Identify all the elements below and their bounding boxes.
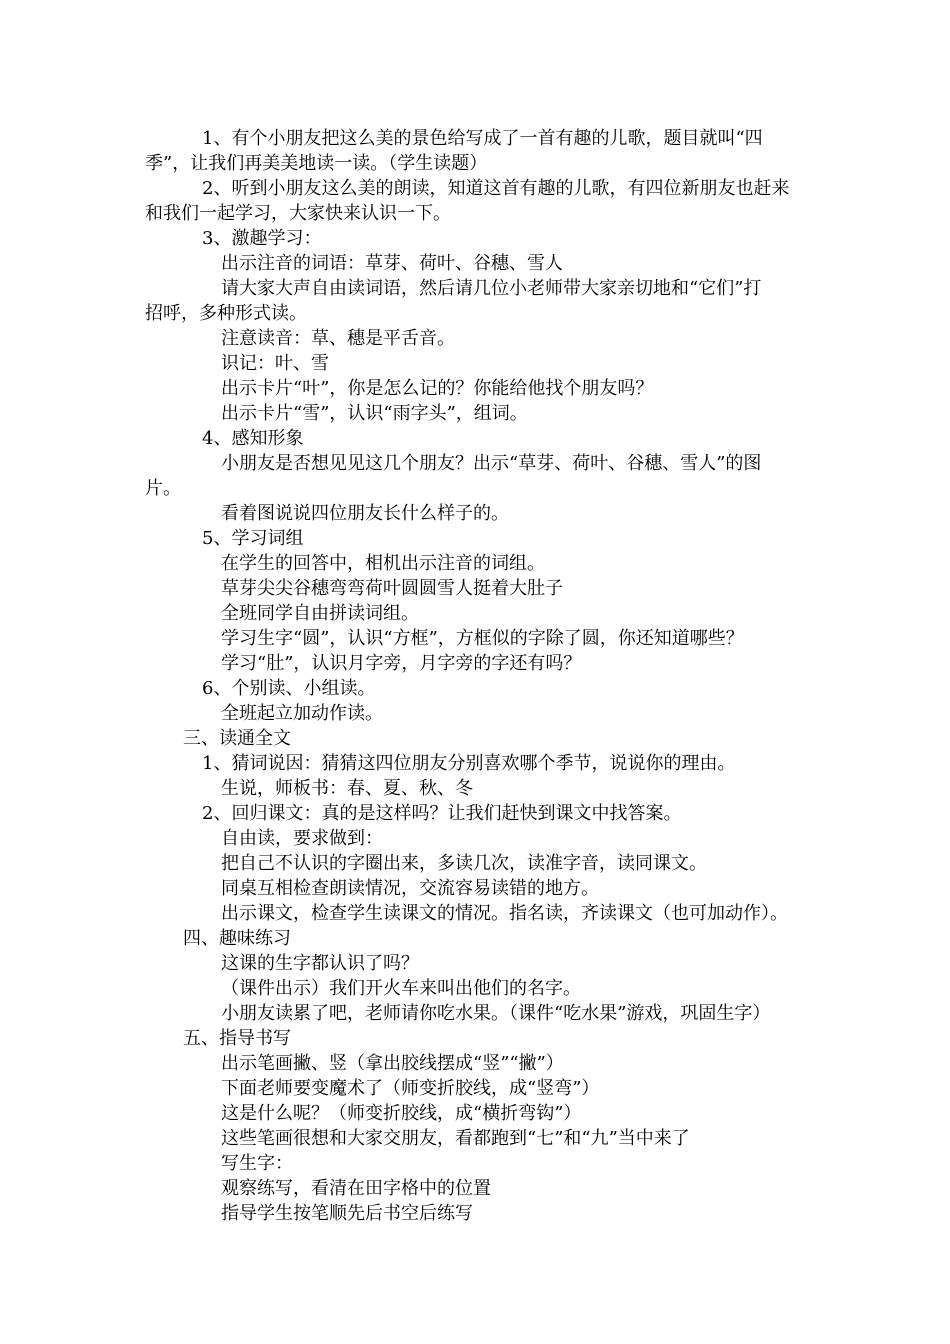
text-line: 这课的生字都认识了吗？: [221, 953, 419, 974]
text-line: 指导学生按笔顺先后书空后练写: [221, 1203, 473, 1224]
text-line: 片。: [145, 478, 181, 499]
text-line: 4、感知形象: [202, 428, 304, 449]
text-line: 这些笔画很想和大家交朋友，看都跑到“七”和“九”当中来了: [221, 1128, 690, 1149]
text-line: 2、听到小朋友这么美的朗读，知道这首有趣的儿歌，有四位新朋友也赶来: [202, 178, 790, 199]
text-line: 生说，师板书：春、夏、秋、冬: [221, 778, 473, 799]
text-line: 把自己不认识的字圈出来，多读几次，读准字音，读同课文。: [221, 853, 707, 874]
text-line: 全班起立加动作读。: [221, 703, 383, 724]
text-line: 出示卡片“叶”，你是怎么记的？你能给他找个朋友吗？: [221, 378, 654, 399]
text-line: 自由读，要求做到：: [221, 828, 383, 849]
text-line: 招呼，多种形式读。: [145, 303, 307, 324]
text-line: 1、猜词说因：猜猜这四位朋友分别喜欢哪个季节，说说你的理由。: [202, 753, 736, 774]
text-line: 和我们一起学习，大家快来认识一下。: [145, 203, 451, 224]
text-line: 5、学习词组: [202, 528, 304, 549]
text-line: 1、有个小朋友把这么美的景色给写成了一首有趣的儿歌，题目就叫“四: [202, 128, 763, 149]
text-line: 注意读音：草、穗是平舌音。: [221, 328, 455, 349]
text-line: （课件出示）我们开火车来叫出他们的名字。: [221, 978, 581, 999]
text-line: 看着图说说四位朋友长什么样子的。: [221, 503, 509, 524]
text-line: 全班同学自由拼读词组。: [221, 603, 419, 624]
text-line: 出示卡片“雪”，认识“雨字头”，组词。: [221, 403, 528, 424]
text-line: 2、回归课文：真的是这样吗？让我们赶快到课文中找答案。: [202, 803, 682, 824]
text-line: 出示注音的词语：草芽、荷叶、谷穗、雪人: [221, 253, 563, 274]
section-heading: 四、趣味练习: [183, 928, 291, 949]
text-line: 季”，让我们再美美地读一读。（学生读题）: [145, 153, 488, 174]
text-line: 写生字：: [221, 1153, 293, 1174]
text-line: 学习生字“圆”，认识“方框”，方框似的字除了圆，你还知道哪些？: [221, 628, 744, 649]
text-line: 草芽尖尖谷穗弯弯荷叶圆圆雪人挺着大肚子: [221, 578, 563, 599]
text-line: 下面老师要变魔术了（师变折胶线，成“竖弯”）: [221, 1078, 600, 1099]
text-line: 6、个别读、小组读。: [202, 678, 376, 699]
text-line: 识记：叶、雪: [221, 353, 329, 374]
text-line: 3、激趣学习：: [202, 228, 322, 249]
text-line: 小朋友读累了吧，老师请你吃水果。（课件“吃水果”游戏，巩固生字）: [221, 1003, 771, 1024]
text-line: 同桌互相检查朗读情况，交流容易读错的地方。: [221, 878, 599, 899]
text-line: 出示笔画撇、竖（拿出胶线摆成“竖”“撇”）: [221, 1053, 564, 1074]
text-line: 这是什么呢？（师变折胶线，成“横折弯钩”）: [221, 1103, 582, 1124]
text-line: 在学生的回答中，相机出示注音的词组。: [221, 553, 545, 574]
text-line: 出示课文，检查学生读课文的情况。指名读，齐读课文（也可加动作）。: [221, 903, 788, 924]
text-line: 请大家大声自由读词语，然后请几位小老师带大家亲切地和“它们”打: [221, 278, 762, 299]
text-line: 观察练写，看清在田字格中的位置: [221, 1178, 491, 1199]
text-line: 小朋友是否想见见这几个朋友？出示“草芽、荷叶、谷穗、雪人”的图: [221, 453, 762, 474]
section-heading: 三、读通全文: [183, 728, 291, 749]
text-line: 学习“肚”，认识月字旁，月字旁的字还有吗？: [221, 653, 582, 674]
section-heading: 五、指导书写: [183, 1028, 291, 1049]
